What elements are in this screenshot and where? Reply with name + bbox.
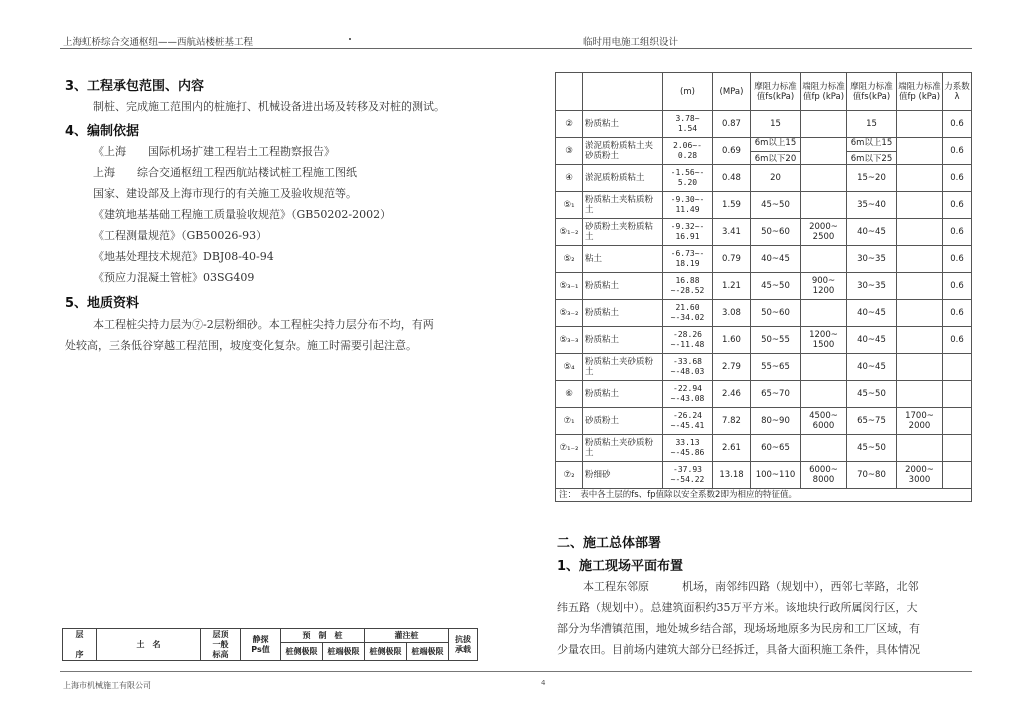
- cell-fs-bored: 40~45: [847, 219, 897, 246]
- cell-fs-precast: 50~60: [751, 300, 801, 327]
- cell-fp-bored: 2000~ 3000: [897, 462, 943, 489]
- cell-layer-id: ⑤₁₋₂: [556, 219, 583, 246]
- basis-item: 上海 综合交通枢纽工程西航站楼试桩工程施工图纸: [93, 166, 357, 179]
- cell-fs-precast: 65~70: [751, 381, 801, 408]
- table-note: 注： 表中各土层的fs、fp值除以安全系数2即为相应的特征值。: [556, 489, 972, 502]
- cell-soil-name: 粉细砂: [583, 462, 663, 489]
- col-end-limit: 桩端极限: [407, 643, 449, 661]
- site-text-line-4: 少量农田。目前场内建筑大部分已经拆迁，具备大面积施工条件，具体情况: [557, 643, 920, 656]
- geology-parameter-table: [555, 72, 972, 502]
- cell-layer-id: ⑥: [556, 381, 583, 408]
- table-row: [556, 408, 972, 435]
- header-elevation: (m): [663, 73, 713, 111]
- cell-soil-name: 粉质粘土夹砂质粉土: [583, 354, 663, 381]
- cell-soil-name: 砂质粉土夹粉质粘土: [583, 219, 663, 246]
- header-ps: (MPa): [713, 73, 751, 111]
- basis-item: 《建筑地基基础工程施工质量验收规范》（GB50202-2002）: [93, 208, 392, 221]
- section-3-title: 3、工程承包范围、内容: [65, 79, 205, 94]
- cell-fs-bored: 40~45: [847, 327, 897, 354]
- cell-fs-precast: 50~55: [751, 327, 801, 354]
- cell-fp-precast: [801, 165, 847, 192]
- table-row: [556, 246, 972, 273]
- cell-lambda: 0.6: [943, 138, 972, 165]
- cell-lambda: 0.6: [943, 111, 972, 138]
- col-side-limit: 桩侧极限: [365, 643, 407, 661]
- header-cell: [556, 73, 583, 111]
- cell-ps-value: 3.41: [713, 219, 751, 246]
- cell-fs-bored: 6m以上15 6m以下25: [847, 138, 897, 165]
- cell-ps-value: 3.08: [713, 300, 751, 327]
- cell-fp-bored: [897, 138, 943, 165]
- table-row: [556, 138, 972, 165]
- table-note-row: [556, 489, 972, 502]
- cell-fs-bored: 70~80: [847, 462, 897, 489]
- cell-fs-bored: 65~75: [847, 408, 897, 435]
- soil-parameter-table-header: [62, 628, 478, 661]
- cell-ps-value: 7.82: [713, 408, 751, 435]
- cell-fp-bored: [897, 381, 943, 408]
- cell-fs-bored: 15~20: [847, 165, 897, 192]
- col-group-precast-pile: 预 制 桩: [281, 629, 365, 643]
- col-end-limit: 桩端极限: [323, 643, 365, 661]
- header-lambda: 力系数λ: [943, 73, 972, 111]
- cell-fs-precast: 40~45: [751, 246, 801, 273]
- cell-layer-id: ⑤₃₋₁: [556, 273, 583, 300]
- site-text-line-2: 纬五路（规划中）。总建筑面积约35万平方米。该地块行政所属闵行区，大: [557, 601, 918, 614]
- basis-item: 《工程测量规范》（GB50026-93）: [93, 229, 268, 242]
- cell-soil-name: 粉质粘土夹砂质粉土: [583, 435, 663, 462]
- footer-rule: [60, 671, 972, 672]
- cell-top-elevation: -26.24 ~-45.41: [663, 408, 713, 435]
- cell-layer-id: ⑤₂: [556, 246, 583, 273]
- cell-fs-precast: 45~50: [751, 192, 801, 219]
- cell-lambda: 0.6: [943, 246, 972, 273]
- cell-ps-value: 0.69: [713, 138, 751, 165]
- cell-fs-bored: 45~50: [847, 435, 897, 462]
- table-row: [556, 381, 972, 408]
- cell-lambda: 0.6: [943, 327, 972, 354]
- cell-soil-name: 粉质粘土夹粘质粉土: [583, 192, 663, 219]
- basis-item: 《上海 国际机场扩建工程岩土工程勘察报告》: [93, 145, 335, 158]
- cell-fp-bored: [897, 192, 943, 219]
- section-3-text: 制桩、完成施工范围内的桩施打、机械设备进出场及转移及对桩的测试。: [93, 100, 445, 113]
- cell-ps-value: 1.21: [713, 273, 751, 300]
- cell-fs-bored: 15: [847, 111, 897, 138]
- col-ps-value: 静探 Ps值: [241, 629, 281, 661]
- section-4-title: 4、编制依据: [65, 124, 140, 139]
- table-row: [556, 327, 972, 354]
- cell-top-elevation: -22.94 ~-43.08: [663, 381, 713, 408]
- header-dot: [349, 38, 351, 40]
- cell-soil-name: 粉质粘土: [583, 111, 663, 138]
- col-layer-no: 层 序: [63, 629, 97, 661]
- header-rule: [60, 48, 972, 49]
- site-text-line-3: 部分为华漕镇范围，地处城乡结合部，现场场地原多为民房和工厂区域，有: [557, 622, 920, 635]
- cell-fs-precast: 100~110: [751, 462, 801, 489]
- cell-fp-precast: [801, 354, 847, 381]
- geology-text-line-1: 本工程桩尖持力层为⑦-2层粉细砂。本工程桩尖持力层分布不均，有两: [93, 318, 434, 331]
- cell-fp-precast: 2000~ 2500: [801, 219, 847, 246]
- cell-top-elevation: -37.93 ~-54.22: [663, 462, 713, 489]
- col-group-bored-pile: 灌注桩: [365, 629, 449, 643]
- cell-fs-bored: 30~35: [847, 246, 897, 273]
- cell-soil-name: 粉质粘土: [583, 327, 663, 354]
- cell-layer-id: ③: [556, 138, 583, 165]
- cell-top-elevation: 2.06~- 0.28: [663, 138, 713, 165]
- cell-fp-precast: 4500~ 6000: [801, 408, 847, 435]
- section-2-title: 二、施工总体部署: [557, 536, 662, 551]
- cell-lambda: [943, 381, 972, 408]
- header-fp-precast: 端阻力标准值fp (kPa): [801, 73, 847, 111]
- cell-layer-id: ⑤₃₋₃: [556, 327, 583, 354]
- header-fp-bored: 端阻力标准值fp (kPa): [897, 73, 943, 111]
- table-row: [556, 273, 972, 300]
- header-fs-bored: 摩阻力标准值fs(kPa): [847, 73, 897, 111]
- cell-layer-id: ⑤₄: [556, 354, 583, 381]
- cell-fp-bored: [897, 435, 943, 462]
- cell-top-elevation: -28.26 ~-11.48: [663, 327, 713, 354]
- cell-ps-value: 13.18: [713, 462, 751, 489]
- cell-lambda: 0.6: [943, 192, 972, 219]
- cell-ps-value: 2.79: [713, 354, 751, 381]
- cell-fs-precast: 15: [751, 111, 801, 138]
- cell-soil-name: 粘土: [583, 246, 663, 273]
- header-fs-precast: 摩阻力标准值fs(kPa): [751, 73, 801, 111]
- cell-fp-precast: [801, 192, 847, 219]
- cell-fs-precast: 20: [751, 165, 801, 192]
- cell-fp-bored: [897, 165, 943, 192]
- cell-layer-id: ⑤₃₋₂: [556, 300, 583, 327]
- site-layout-title: 1、施工现场平面布置: [557, 559, 684, 574]
- col-side-limit: 桩侧极限: [281, 643, 323, 661]
- basis-item: 国家、建设部及上海市现行的有关施工及验收规范等。: [93, 187, 357, 200]
- cell-top-elevation: -6.73~- 18.19: [663, 246, 713, 273]
- page-number: 4: [541, 679, 546, 687]
- cell-fp-precast: 1200~ 1500: [801, 327, 847, 354]
- cell-top-elevation: 16.88 ~-28.52: [663, 273, 713, 300]
- geology-text-line-2: 处较高，三条低谷穿越工程范围，坡度变化复杂。施工时需要引起注意。: [65, 339, 417, 352]
- cell-fp-precast: [801, 138, 847, 165]
- header-cell: [583, 73, 663, 111]
- cell-top-elevation: 3.78~ 1.54: [663, 111, 713, 138]
- cell-fs-bored: 45~50: [847, 381, 897, 408]
- cell-fs-precast: 50~60: [751, 219, 801, 246]
- cell-ps-value: 1.59: [713, 192, 751, 219]
- cell-fp-precast: 900~ 1200: [801, 273, 847, 300]
- cell-lambda: 0.6: [943, 165, 972, 192]
- site-text-line-1: 本工程东邻原 机场，南邻纬四路（规划中），西邻七莘路，北邻: [583, 580, 919, 593]
- cell-fp-bored: 1700~ 2000: [897, 408, 943, 435]
- cell-fs-bored: 30~35: [847, 273, 897, 300]
- cell-soil-name: 粉质粘土: [583, 300, 663, 327]
- cell-lambda: 0.6: [943, 219, 972, 246]
- cell-soil-name: 淤泥质粉质粘土夹砂质粉土: [583, 138, 663, 165]
- cell-fp-precast: 6000~ 8000: [801, 462, 847, 489]
- cell-fp-precast: [801, 246, 847, 273]
- cell-soil-name: 砂质粉土: [583, 408, 663, 435]
- table-row: [556, 165, 972, 192]
- cell-fp-bored: [897, 273, 943, 300]
- cell-top-elevation: -9.30~- 11.49: [663, 192, 713, 219]
- cell-layer-id: ⑤₁: [556, 192, 583, 219]
- cell-layer-id: ⑦₂: [556, 462, 583, 489]
- cell-top-elevation: -33.68 ~-48.03: [663, 354, 713, 381]
- table-row: [556, 300, 972, 327]
- cell-fp-bored: [897, 111, 943, 138]
- cell-layer-id: ⑦₁₋₂: [556, 435, 583, 462]
- cell-layer-id: ②: [556, 111, 583, 138]
- cell-ps-value: 0.87: [713, 111, 751, 138]
- cell-lambda: 0.6: [943, 273, 972, 300]
- cell-top-elevation: -9.32~- 16.91: [663, 219, 713, 246]
- cell-fs-bored: 40~45: [847, 300, 897, 327]
- cell-fp-precast: [801, 300, 847, 327]
- cell-fs-bored: 35~40: [847, 192, 897, 219]
- cell-lambda: [943, 435, 972, 462]
- cell-lambda: 0.6: [943, 300, 972, 327]
- cell-fp-bored: [897, 246, 943, 273]
- col-uplift: 抗拔 承载: [449, 629, 478, 661]
- basis-item: 《预应力混凝土管桩》03SG409: [93, 271, 255, 284]
- cell-ps-value: 0.79: [713, 246, 751, 273]
- cell-top-elevation: 33.13 ~-45.86: [663, 435, 713, 462]
- header-project-title: 上海虹桥综合交通枢纽——西航站楼桩基工程: [63, 37, 254, 48]
- cell-fp-precast: [801, 381, 847, 408]
- cell-ps-value: 2.46: [713, 381, 751, 408]
- table-row: [556, 354, 972, 381]
- table-row: [556, 111, 972, 138]
- cell-fp-bored: [897, 354, 943, 381]
- table-row: [556, 462, 972, 489]
- cell-fp-bored: [897, 219, 943, 246]
- cell-lambda: [943, 462, 972, 489]
- cell-fp-precast: [801, 435, 847, 462]
- cell-ps-value: 2.61: [713, 435, 751, 462]
- cell-fs-precast: 45~50: [751, 273, 801, 300]
- cell-fs-precast: 60~65: [751, 435, 801, 462]
- cell-fp-bored: [897, 327, 943, 354]
- cell-lambda: [943, 408, 972, 435]
- cell-ps-value: 1.60: [713, 327, 751, 354]
- cell-fp-bored: [897, 300, 943, 327]
- cell-top-elevation: -1.56~- 5.20: [663, 165, 713, 192]
- header-document-title: 临时用电施工组织设计: [583, 37, 679, 48]
- cell-ps-value: 0.48: [713, 165, 751, 192]
- section-5-title: 5、地质资料: [65, 296, 140, 311]
- cell-top-elevation: 21.60 ~-34.02: [663, 300, 713, 327]
- cell-soil-name: 粉质粘土: [583, 273, 663, 300]
- cell-fs-precast: 6m以上15 6m以下20: [751, 138, 801, 165]
- cell-soil-name: 粉质粘土: [583, 381, 663, 408]
- table-row: [556, 192, 972, 219]
- table-row: [556, 435, 972, 462]
- cell-fs-bored: 40~45: [847, 354, 897, 381]
- footer-company: 上海市机械施工有限公司: [63, 681, 151, 690]
- cell-layer-id: ④: [556, 165, 583, 192]
- cell-fp-precast: [801, 111, 847, 138]
- col-top-elevation: 层顶 一般 标高: [201, 629, 241, 661]
- col-soil-name: 土 名: [97, 629, 201, 661]
- table-header-row: [556, 73, 972, 111]
- cell-fs-precast: 55~65: [751, 354, 801, 381]
- table-row: [556, 219, 972, 246]
- cell-fs-precast: 80~90: [751, 408, 801, 435]
- basis-item: 《地基处理技术规范》DBJ08-40-94: [93, 250, 274, 263]
- cell-layer-id: ⑦₁: [556, 408, 583, 435]
- cell-soil-name: 淤泥质粉质粘土: [583, 165, 663, 192]
- cell-lambda: [943, 354, 972, 381]
